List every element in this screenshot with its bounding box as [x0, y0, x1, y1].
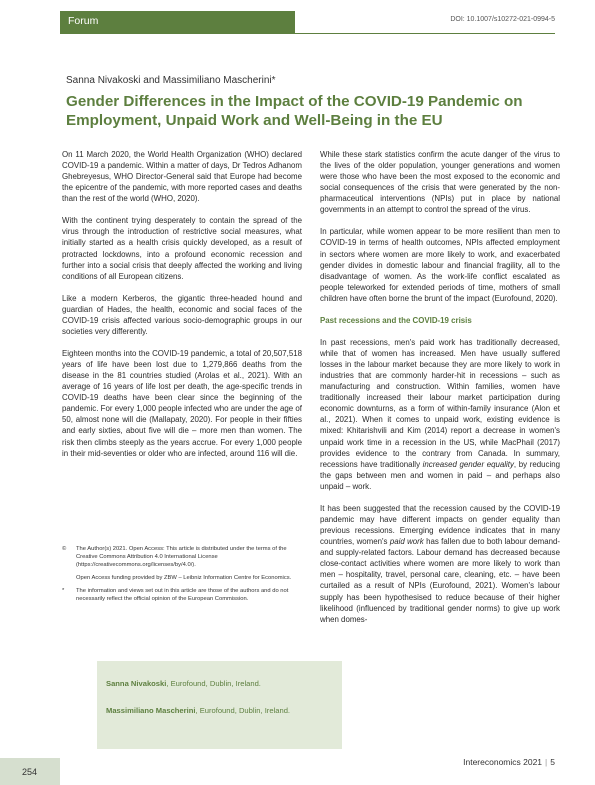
author-info-line [106, 706, 290, 715]
body-paragraph [320, 503, 560, 625]
body-paragraph: With the continent trying desperately to contain the spread of the virus through the introduction of restrictive social measures, what initially started as a health crisis quickly developed, as a result of protracted lockdowns, into a profound economic recession and further into a social crisis that deeply affected the working and living conditions of all European citizens. [62, 216, 302, 281]
left-column [62, 149, 302, 470]
body-paragraph: While these stark statistics confirm the acute danger of the virus to the lives of the older population, younger generations and women were those who have been the most exposed to the economic and social consequences of the crisis that were generated by the non-pharmaceutical interventions (NPIs) put in place by national governments in an attempt to control the spread of the virus. [320, 150, 560, 215]
funding-text: Open Access funding provided by ZBW – Leibniz Information Centre for Economics. [76, 574, 292, 581]
doi-text[interactable]: DOI: 10.1007/s10272-021-0994-5 [450, 16, 555, 23]
footer-separator: | [545, 757, 548, 767]
right-column [320, 149, 560, 636]
author-info-line [106, 679, 261, 688]
author-affiliation: , Eurofound, Dublin, Ireland. [166, 679, 261, 688]
disclaimer-mark: * [62, 587, 65, 594]
author-info-box [97, 661, 342, 749]
journal-footer [463, 757, 555, 767]
issue-number: 5 [550, 757, 555, 767]
text-run: has fallen due to both labour demand- and supply-related factors. Labour demand has decreased because close-contact activities where women are more likely to work than men – hospitality, travel, personal care, cleaning, etc. – have been curtailed as a result of NPIs (Eurofound, 2021). Women's labour supply has been hypothesised to reduce because of their higher likelihood (influenced by traditional gender norms) to give up work when domes- [320, 537, 560, 624]
footnotes [62, 545, 302, 608]
body-paragraph: Like a modern Kerberos, the gigantic three-headed hound and guardian of Hades, the health, economic and social faces of the COVID-19 crisis affected various socio-demographic groups in our societies very differently. [62, 293, 302, 336]
text-run: It has been suggested that the recession caused by the COVID-19 pandemic may have different impacts on gender equality than previous recessions. Emerging evidence indicates that in many countries, women's [320, 503, 560, 547]
section-heading: Past recessions and the COVID-19 crisis [320, 315, 472, 325]
copyright-text: The Author(s) 2021. Open Access: This article is distributed under the terms of the Creative Commons Attribution 4.0 International License (https://creativecommons.org/licenses/by/4.0/). [76, 546, 287, 569]
body-paragraph [320, 337, 560, 492]
emphasis-text: increased gender equality [422, 459, 514, 469]
page-number: 254 [22, 767, 38, 777]
copyright-mark: © [62, 546, 67, 552]
page-number-box [0, 758, 60, 785]
text-run: In past recessions, men's paid work has traditionally decreased, while that of women has increased. Men have usually suffered losses in the labour market because they are more likely to work in industries that are commonly harder-hit in recessions – such as manufacturing and construction. Within families, women have traditionally increased their labour market participation during economic downturns, as a form of within-family insurance (Alon et al., 2021). When it comes to unpaid work, existing evidence is mixed: Khitarishvili and Kim (2014) report a decrease in women's unpaid work time in a recession in the US, while MacPhail (2017) provides evidence to the contrary from Canada. In summary, recessions have traditionally [320, 337, 560, 469]
body-paragraph: On 11 March 2020, the World Health Organization (WHO) declared COVID-19 a pandemic. Within a matter of days, Dr Tedros Adhanom Ghebreyesus, WHO Director-General said that Europe had become the epicentre of the pandemic, with more reported cases and deaths than the rest of the world (WHO, 2020). [62, 150, 302, 204]
copyright-note [62, 545, 302, 582]
section-banner [60, 11, 295, 33]
disclaimer-text: The information and views set out in this article are those of the authors and do not necessarily reflect the official opinion of the European Commission. [76, 587, 289, 603]
body-paragraph: In particular, while women appear to be more resilient than men to COVID-19 in terms of health outcomes, NPIs affected employment in sectors where women are more likely to work, and exacerbated gender divides in domestic labour and financial fragility, all to the disadvantage of women. As the work-life conflict escalated as people teleworked for extended periods of time, mothers of small children have often borne the brunt of the impact (Eurofound, 2020). [320, 227, 560, 303]
article-authors: Sanna Nivakoski and Massimiliano Mascherini* [66, 75, 276, 86]
author-affiliation: , Eurofound, Dublin, Ireland. [195, 706, 291, 715]
emphasis-text: paid work [389, 537, 424, 547]
header-rule [60, 33, 555, 34]
disclaimer-note [62, 587, 302, 603]
author-name: Sanna Nivakoski [106, 679, 167, 688]
text-run: , by reducing the gaps between men and women in paid – and perhaps also unpaid – work. [320, 459, 560, 491]
section-label: Forum [68, 15, 99, 27]
journal-name: Intereconomics 2021 [463, 757, 543, 767]
article-title: Gender Differences in the Impact of the COVID-19 Pandemic on Employment, Unpaid Work and Well-Being in the EU [66, 93, 523, 129]
body-paragraph: Eighteen months into the COVID-19 pandemic, a total of 20,507,518 years of life have been lost due to 1,279,866 deaths from the disease in the 81 countries studied (Arolas et al., 2021). With an average of 16 years of life lost per death, the age-specific trends in COVID-19 deaths have been clear since the beginning of the pandemic. For every 1,000 people infected who are under the age of 50, almost none will die (Mallapaty, 2020). For people in their fifties and early sixties, about five will die – more men than women. The risk then climbs steeply as the years accrue. For every 1,000 people in their mid-seventies or older who are infected, around 116 will die. [62, 348, 302, 458]
author-name: Massimiliano Mascherini [106, 706, 196, 715]
